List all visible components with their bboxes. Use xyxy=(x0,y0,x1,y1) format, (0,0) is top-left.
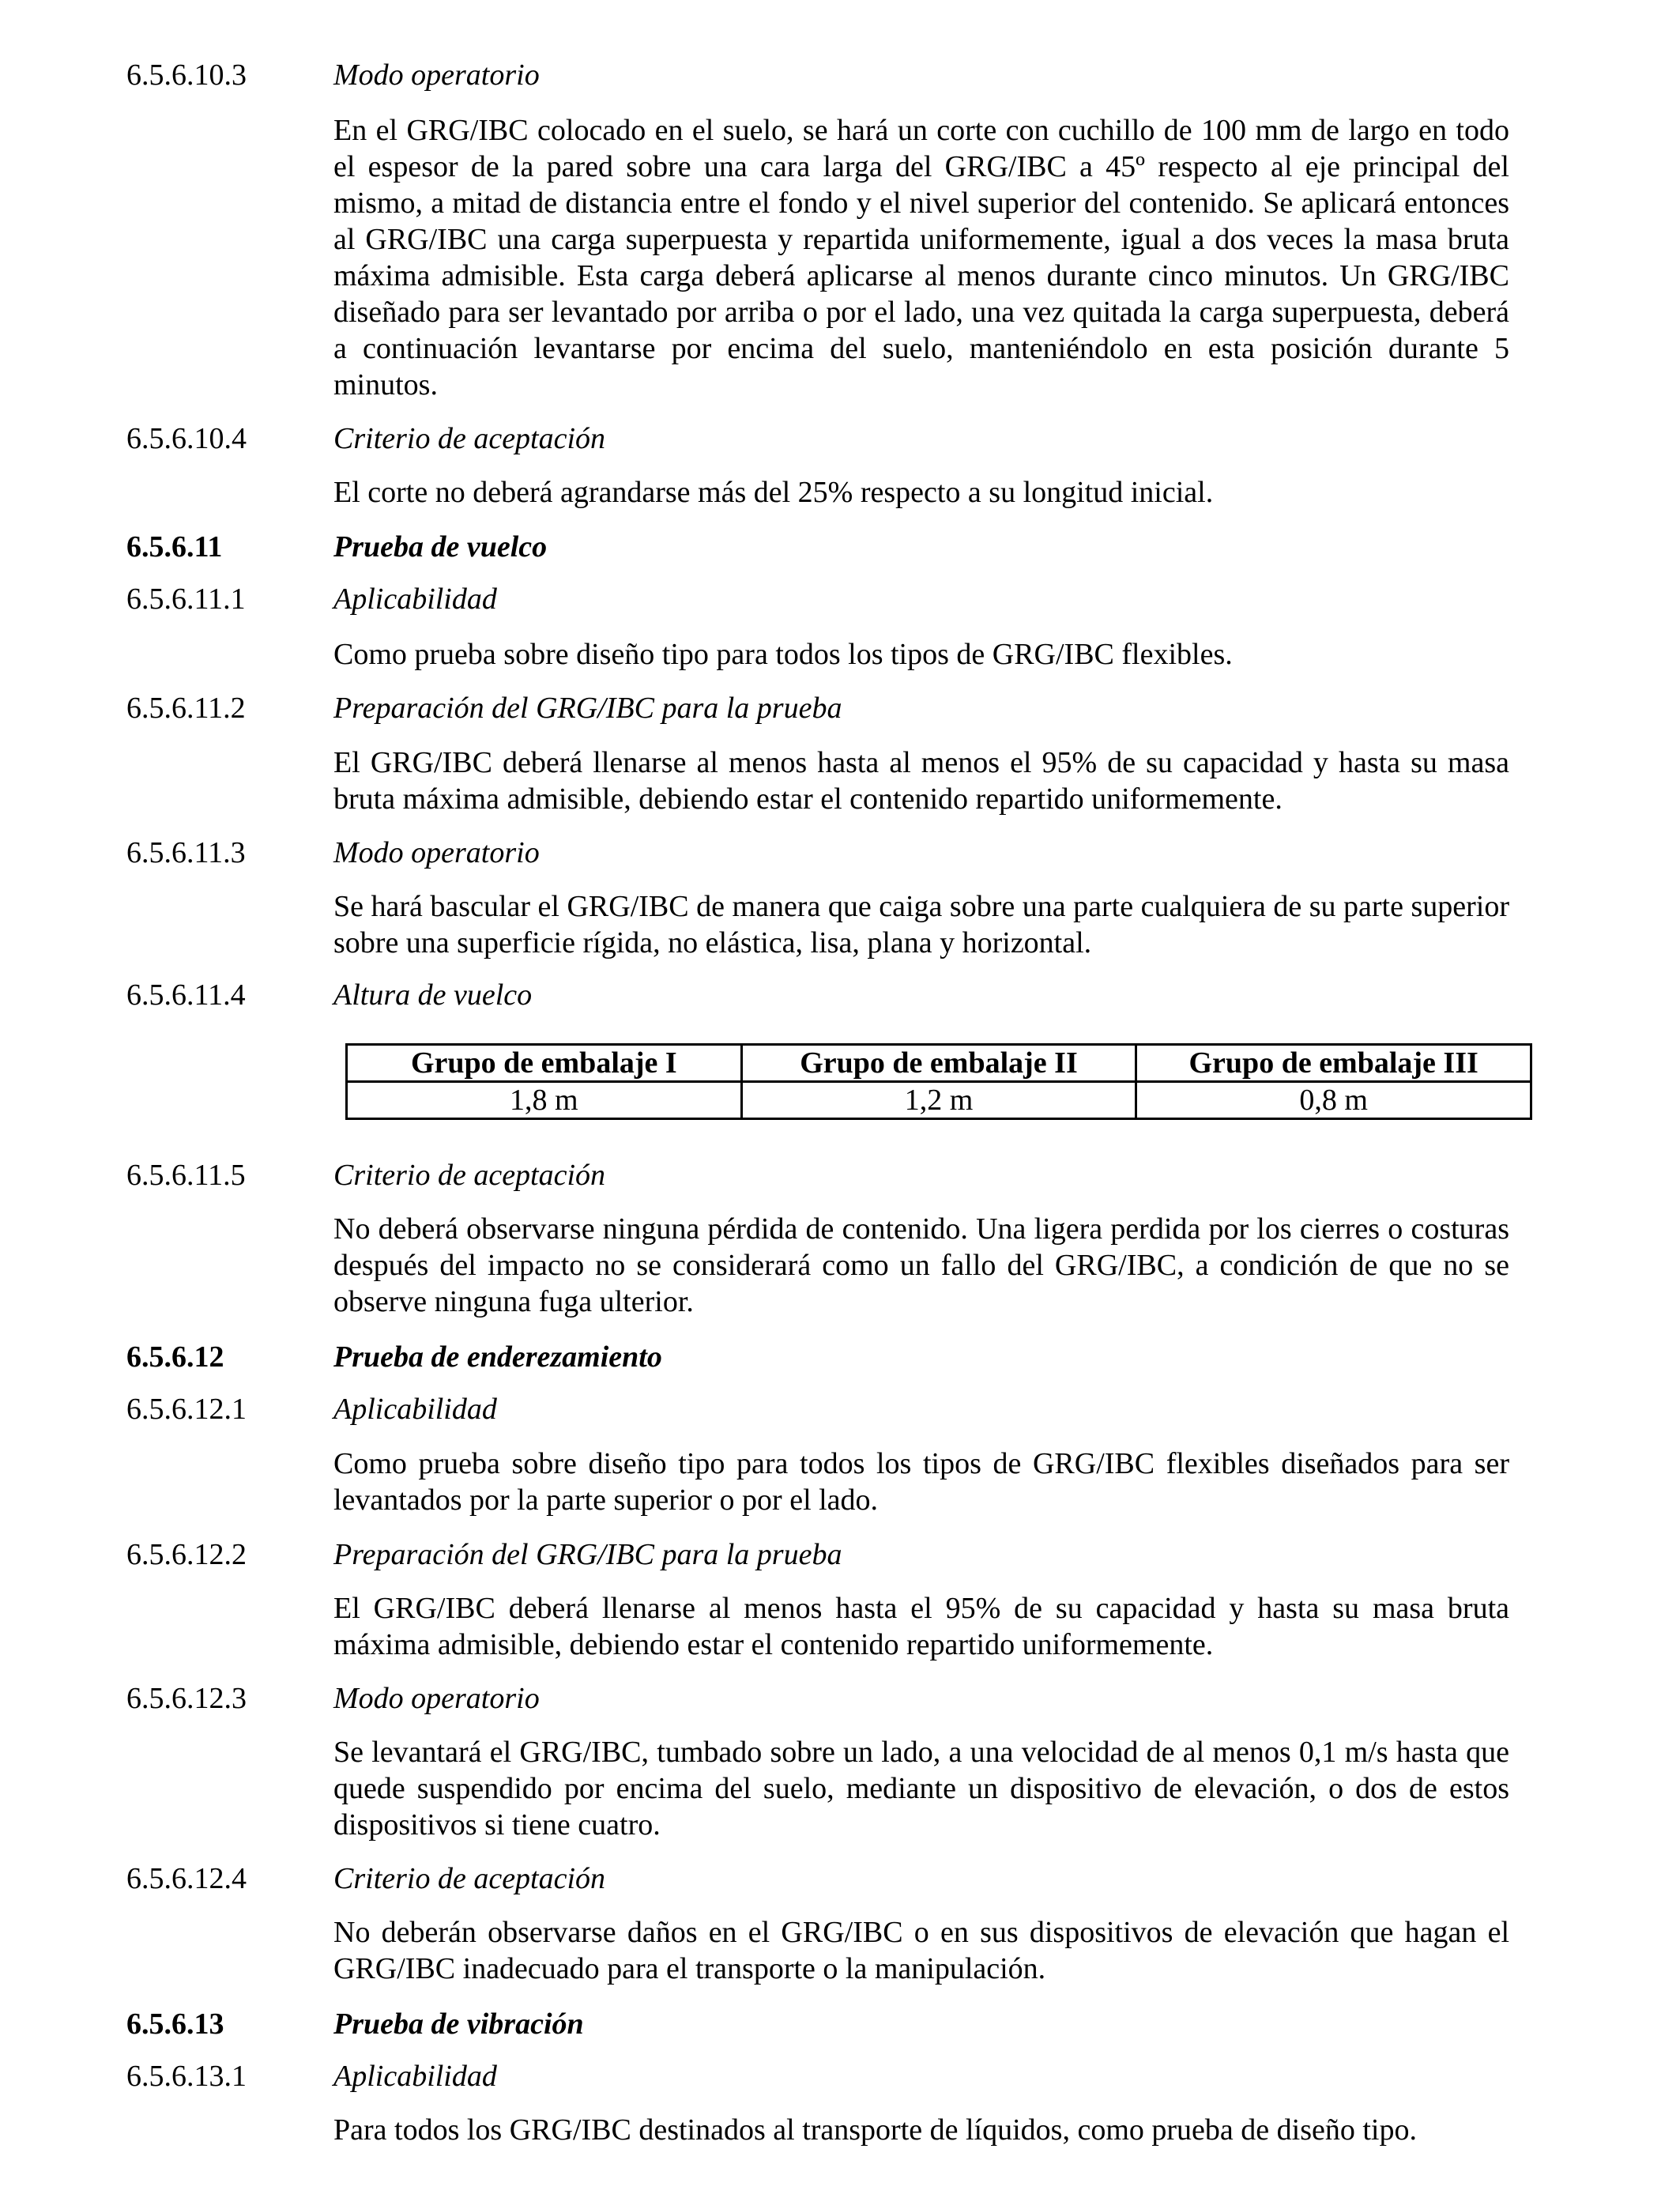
section-title: Altura de vuelco xyxy=(333,978,533,1012)
section-number: 6.5.6.11.2 xyxy=(126,692,246,725)
section-title: Modo operatorio xyxy=(333,58,540,92)
table-row xyxy=(347,1082,1531,1119)
section-number: 6.5.6.11 xyxy=(126,530,223,564)
table-cell: 1,8 m xyxy=(347,1082,742,1119)
paragraph: No deberán observarse daños en el GRG/IBC o en sus dispositivos de elevación que hagan el GRG/IBC inadecuado para el transporte o la manipulación. xyxy=(333,1916,1509,1985)
section-title: Criterio de aceptación xyxy=(333,1862,606,1895)
section-number: 6.5.6.13.1 xyxy=(126,2060,247,2093)
table-header-cell: Grupo de embalaje II xyxy=(741,1045,1136,1082)
section-title: Prueba de enderezamiento xyxy=(333,1340,662,1374)
section-number: 6.5.6.10.4 xyxy=(126,422,247,455)
section-number: 6.5.6.12.4 xyxy=(126,1862,247,1895)
section-title: Preparación del GRG/IBC para la prueba xyxy=(333,1538,842,1571)
section-title: Aplicabilidad xyxy=(333,2060,497,2093)
table-header-cell: Grupo de embalaje III xyxy=(1136,1045,1531,1082)
paragraph: El GRG/IBC deberá llenarse al menos hasta al menos el 95% de su capacidad y hasta su masa bruta máxima admisible, debiendo estar el contenido repartido uniformemente. xyxy=(333,746,1509,816)
table-header-cell: Grupo de embalaje I xyxy=(347,1045,742,1082)
paragraph: En el GRG/IBC colocado en el suelo, se hará un corte con cuchillo de 100 mm de largo en todo el espesor de la pared sobre una cara larga del GRG/IBC a 45º respecto al eje principal del mismo, a mitad de distancia entre el fondo y el nivel superior del contenido. Se aplicará entonces al GRG/IBC una carga superpuesta y repartida uniformemente, igual a dos veces la masa bruta máxima admisible. Esta carga deberá aplicarse al menos durante cinco minutos. Un GRG/IBC diseñado para ser levantado por arriba o por el lado, una vez quitada la carga superpuesta, deberá a continuación levantarse por encima del suelo, manteniéndolo en esta posición durante 5 minutos. xyxy=(333,114,1509,401)
section-number: 6.5.6.12 xyxy=(126,1340,224,1374)
section-title: Modo operatorio xyxy=(333,1682,540,1715)
paragraph: El corte no deberá agrandarse más del 25% respecto a su longitud inicial. xyxy=(333,476,1214,509)
drop-height-table xyxy=(345,1043,1532,1120)
section-title: Aplicabilidad xyxy=(333,582,497,616)
section-title: Criterio de aceptación xyxy=(333,1159,606,1192)
section-number: 6.5.6.12.1 xyxy=(126,1393,247,1426)
paragraph: Como prueba sobre diseño tipo para todos los tipos de GRG/IBC flexibles. xyxy=(333,638,1233,671)
paragraph: El GRG/IBC deberá llenarse al menos hasta el 95% de su capacidad y hasta su masa bruta máxima admisible, debiendo estar el contenido repartido uniformemente. xyxy=(333,1592,1509,1661)
section-title: Prueba de vuelco xyxy=(333,530,548,564)
section-title: Prueba de vibración xyxy=(333,2007,584,2041)
section-number: 6.5.6.11.5 xyxy=(126,1159,246,1192)
section-number: 6.5.6.10.3 xyxy=(126,58,247,92)
section-title: Criterio de aceptación xyxy=(333,422,606,455)
paragraph: Como prueba sobre diseño tipo para todos los tipos de GRG/IBC flexibles diseñados para ser levantados por la parte superior o por el lado. xyxy=(333,1447,1509,1517)
paragraph: Para todos los GRG/IBC destinados al transporte de líquidos, como prueba de diseño tipo. xyxy=(333,2113,1417,2147)
section-title: Aplicabilidad xyxy=(333,1393,497,1426)
section-number: 6.5.6.13 xyxy=(126,2007,224,2041)
section-number: 6.5.6.12.2 xyxy=(126,1538,247,1571)
section-number: 6.5.6.11.3 xyxy=(126,836,246,869)
paragraph: Se hará bascular el GRG/IBC de manera que caiga sobre una parte cualquiera de su parte superior sobre una superficie rígida, no elástica, lisa, plana y horizontal. xyxy=(333,890,1509,959)
paragraph: No deberá observarse ninguna pérdida de contenido. Una ligera perdida por los cierres o costuras después del impacto no se considerará como un fallo del GRG/IBC, a condición de que no se observe ninguna fuga ulterior. xyxy=(333,1212,1509,1318)
section-title: Preparación del GRG/IBC para la prueba xyxy=(333,692,842,725)
section-number: 6.5.6.11.1 xyxy=(126,582,246,616)
table-cell: 1,2 m xyxy=(741,1082,1136,1119)
section-title: Modo operatorio xyxy=(333,836,540,869)
section-number: 6.5.6.12.3 xyxy=(126,1682,247,1715)
paragraph: Se levantará el GRG/IBC, tumbado sobre un lado, a una velocidad de al menos 0,1 m/s hasta que quede suspendido por encima del suelo, mediante un dispositivo de elevación, o dos de estos dispositivos si tiene cuatro. xyxy=(333,1736,1509,1842)
table-header-row xyxy=(347,1045,1531,1082)
table-cell: 0,8 m xyxy=(1136,1082,1531,1119)
section-number: 6.5.6.11.4 xyxy=(126,978,246,1012)
